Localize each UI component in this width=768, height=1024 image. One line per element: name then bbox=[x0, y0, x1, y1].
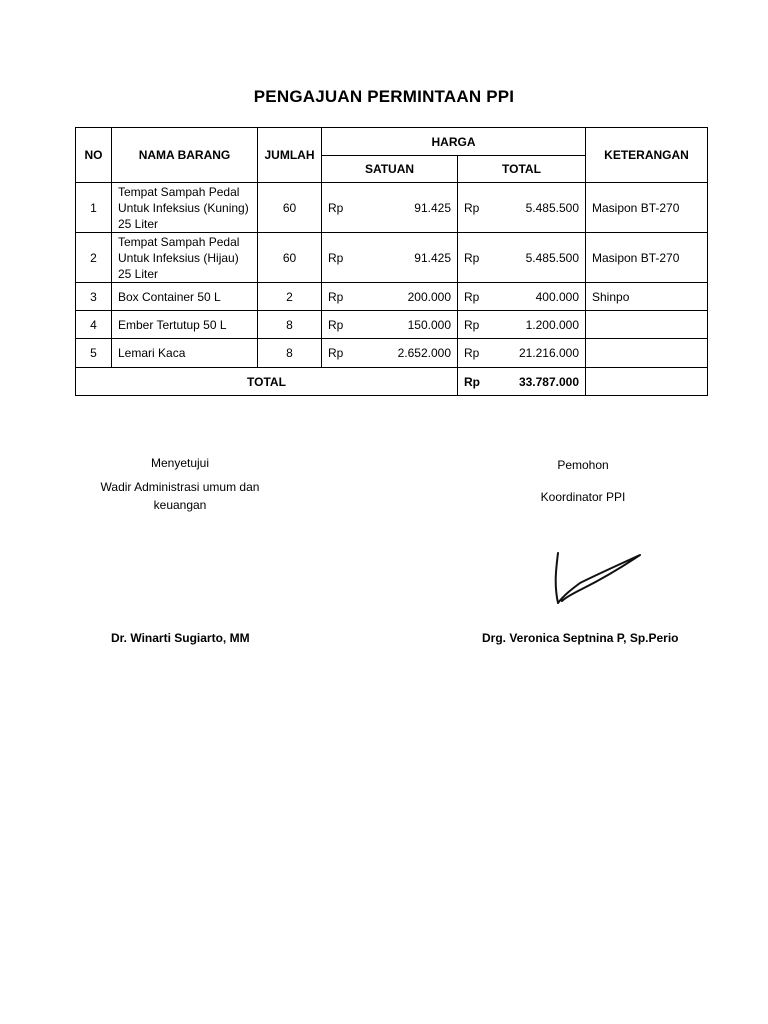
cell-jumlah: 8 bbox=[258, 339, 322, 368]
cell-keterangan bbox=[586, 339, 708, 368]
cell-total bbox=[458, 311, 586, 339]
currency-label: Rp bbox=[328, 346, 344, 360]
cell-satuan bbox=[322, 183, 458, 233]
header-jumlah: JUMLAH bbox=[258, 128, 322, 183]
satuan-value: 2.652.000 bbox=[397, 346, 451, 360]
table-total-row bbox=[76, 368, 708, 396]
currency-label: Rp bbox=[464, 317, 480, 332]
total-value: 5.485.500 bbox=[525, 200, 579, 215]
currency-label: Rp bbox=[464, 250, 480, 265]
applicant-name: Drg. Veronica Septnina P, Sp.Perio bbox=[482, 631, 679, 645]
satuan-value: 200.000 bbox=[407, 289, 451, 304]
cell-nama-barang: Tempat Sampah Pedal Untuk Infeksius (Kuning) 25 Liter bbox=[112, 183, 258, 233]
satuan-value: 150.000 bbox=[407, 317, 451, 332]
header-harga: HARGA bbox=[322, 128, 586, 156]
currency-label: Rp bbox=[328, 317, 344, 332]
applicant-role: Koordinator PPI bbox=[540, 490, 626, 504]
cell-no: 5 bbox=[76, 339, 112, 368]
approver-heading: Menyetujui bbox=[150, 456, 210, 470]
grand-total-value: 33.787.000 bbox=[518, 374, 579, 389]
cell-satuan bbox=[322, 283, 458, 311]
cell-nama-barang: Tempat Sampah Pedal Untuk Infeksius (Hijau) 25 Liter bbox=[112, 233, 258, 283]
table-row bbox=[76, 233, 708, 283]
currency-label: Rp bbox=[328, 250, 344, 265]
currency-label: Rp bbox=[328, 200, 344, 215]
cell-total bbox=[458, 233, 586, 283]
cell-satuan bbox=[322, 233, 458, 283]
table-row bbox=[76, 283, 708, 311]
applicant-block bbox=[483, 456, 683, 506]
currency-label: Rp bbox=[464, 200, 480, 215]
cell-satuan bbox=[322, 339, 458, 368]
table-header-row bbox=[76, 128, 708, 156]
cell-nama-barang: Box Container 50 L bbox=[112, 283, 258, 311]
cell-keterangan: Masipon BT-270 bbox=[586, 183, 708, 233]
cell-jumlah: 2 bbox=[258, 283, 322, 311]
cell-jumlah: 8 bbox=[258, 311, 322, 339]
currency-label: Rp bbox=[464, 374, 480, 389]
table-row bbox=[76, 183, 708, 233]
cell-nama-barang: Lemari Kaca bbox=[112, 339, 258, 368]
total-value: 1.200.000 bbox=[525, 317, 579, 332]
header-total: TOTAL bbox=[458, 156, 586, 183]
satuan-value: 91.425 bbox=[414, 250, 451, 265]
cell-no: 1 bbox=[76, 183, 112, 233]
cell-total bbox=[458, 283, 586, 311]
cell-no: 2 bbox=[76, 233, 112, 283]
currency-label: Rp bbox=[464, 346, 480, 360]
header-keterangan: KETERANGAN bbox=[586, 128, 708, 183]
cell-jumlah: 60 bbox=[258, 183, 322, 233]
grand-total-cell bbox=[458, 368, 586, 396]
request-table bbox=[75, 127, 708, 396]
satuan-value: 91.425 bbox=[414, 200, 451, 215]
total-label: TOTAL bbox=[76, 368, 458, 396]
cell-total bbox=[458, 183, 586, 233]
header-satuan: SATUAN bbox=[322, 156, 458, 183]
cell-total bbox=[458, 339, 586, 368]
table-row bbox=[76, 339, 708, 368]
total-value: 5.485.500 bbox=[525, 250, 579, 265]
document-title: PENGAJUAN PERMINTAAN PPI bbox=[253, 87, 515, 106]
total-value: 400.000 bbox=[535, 289, 579, 304]
cell-jumlah: 60 bbox=[258, 233, 322, 283]
total-value: 21.216.000 bbox=[518, 346, 579, 360]
header-no: NO bbox=[76, 128, 112, 183]
cell-keterangan bbox=[586, 311, 708, 339]
approver-name: Dr. Winarti Sugiarto, MM bbox=[111, 631, 250, 645]
header-nama-barang: NAMA BARANG bbox=[112, 128, 258, 183]
signature-image bbox=[540, 545, 650, 615]
approver-role: Wadir Administrasi umum dan keuangan bbox=[100, 480, 260, 512]
currency-label: Rp bbox=[464, 289, 480, 304]
cell-no: 4 bbox=[76, 311, 112, 339]
cell-keterangan: Masipon BT-270 bbox=[586, 233, 708, 283]
cell-nama-barang: Ember Tertutup 50 L bbox=[112, 311, 258, 339]
applicant-heading: Pemohon bbox=[557, 458, 609, 472]
currency-label: Rp bbox=[328, 289, 344, 304]
approver-block bbox=[80, 454, 280, 514]
total-keterangan-empty bbox=[586, 368, 708, 396]
cell-no: 3 bbox=[76, 283, 112, 311]
cell-keterangan: Shinpo bbox=[586, 283, 708, 311]
cell-satuan bbox=[322, 311, 458, 339]
table-row bbox=[76, 311, 708, 339]
